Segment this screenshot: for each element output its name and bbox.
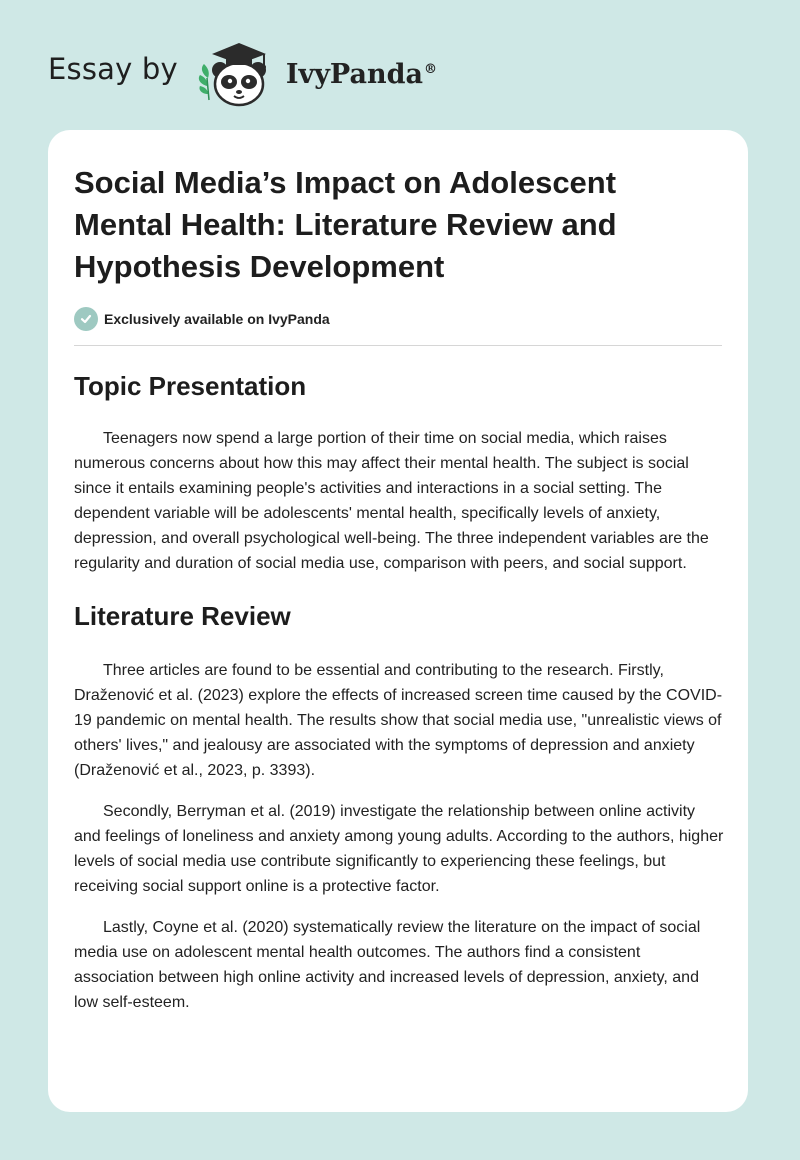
panda-mascot-icon	[194, 34, 282, 110]
site-header	[48, 34, 437, 110]
essay-title: Social Media’s Impact on Adolescent Mental Health: Literature Review and Hypothesis Development	[74, 165, 617, 284]
section-heading-topic: Topic Presentation	[74, 371, 307, 401]
registered-mark: ®	[423, 61, 437, 77]
ivypanda-logo[interactable]	[194, 34, 437, 110]
title-divider	[74, 345, 722, 346]
body-paragraph: Three articles are found to be essential and contributing to the research. Firstly, Draženović et al. (2023) explore the effects of increased screen time caused by the COVID-19 pandemic on mental health. The results show that social media use, "unrealistic views of others' lives," and jealousy are associated with the symptoms of depression and anxiety (Draženović et al., 2023, p. 3393).	[74, 662, 723, 779]
checkmark-icon	[74, 307, 98, 331]
brand-name: IvyPanda®	[285, 58, 437, 90]
body-paragraph: Teenagers now spend a large portion of their time on social media, which raises numerous concerns about how this may affect their mental health. The subject is social since it entails examining people's activities and interactions in a social setting. The dependent variable will be adolescents' mental health, specifically levels of anxiety, depression, and overall psychological well-being. The three independent variables are the regularity and duration of social media use, comparison with peers, and social support.	[74, 430, 709, 572]
badge-label: Exclusively available on IvyPanda	[104, 311, 330, 327]
exclusive-badge	[74, 307, 330, 331]
section-heading-literature: Literature Review	[74, 601, 291, 631]
essay-card	[48, 130, 748, 1112]
essay-body	[74, 366, 724, 1015]
essay-by-label: Essay by	[48, 52, 178, 86]
body-paragraph: Secondly, Berryman et al. (2019) investigate the relationship between online activity and feelings of loneliness and anxiety among young adults. According to the authors, higher levels of social media use contribute significantly to experiencing these feelings, but receiving social support online is a protective factor.	[74, 803, 724, 895]
body-paragraph: Lastly, Coyne et al. (2020) systematically review the literature on the impact of social media use on adolescent mental health outcomes. The authors find a consistent association between high online activity and increased levels of depression, anxiety, and low self-esteem.	[74, 919, 701, 1011]
